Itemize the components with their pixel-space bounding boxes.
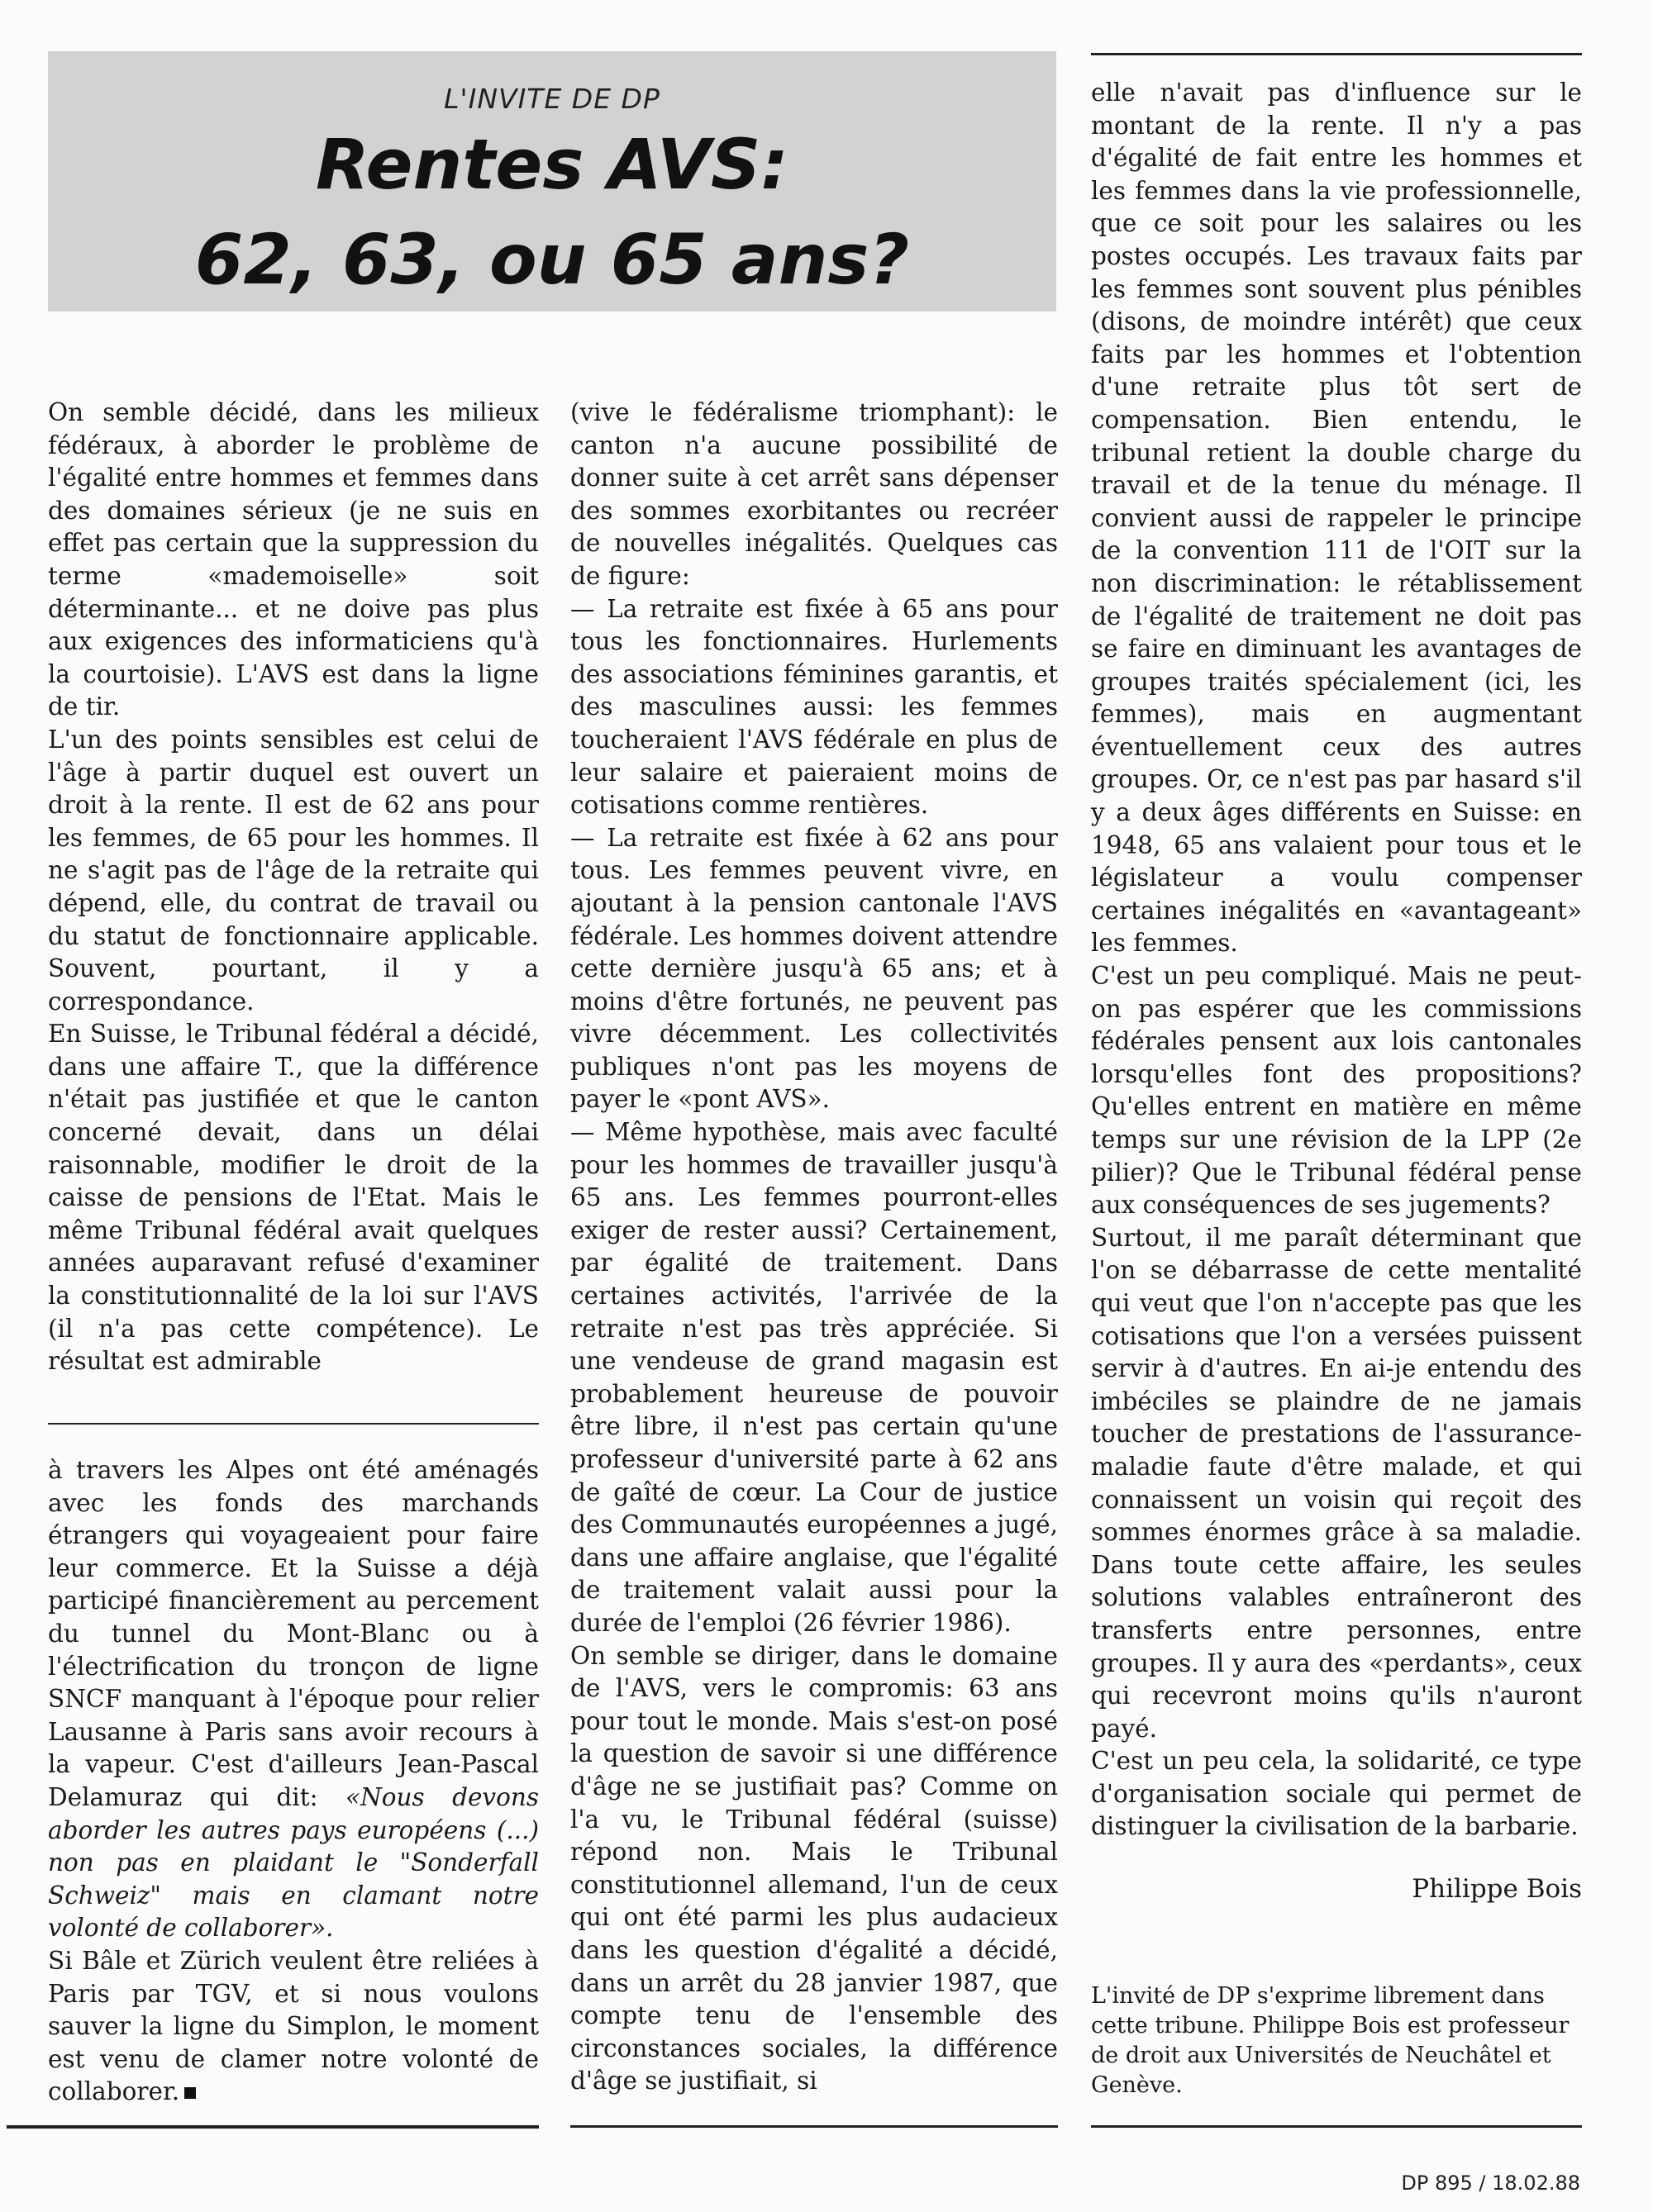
author-signature: Philippe Bois (1412, 1874, 1582, 1904)
column-1 (48, 397, 539, 1378)
paragraph: elle n'avait pas d'influence sur le montant de la rente. Il n'y a pas d'égalité de fait entre les hommes et les femmes dans la vie professionnelle, que ce soit pour les salaires ou les postes occupés. Les travaux faits par les femmes sont souvent plus pénibles (disons, de moindre intérêt) que ceux faits par les hommes et l'obtention d'une retraite plus tôt sert de compensation. Bien entendu, le tribunal retient la double charge du travail et de la tenue du ménage. Il convient aussi de rappeler le principe de la convention 111 de l'OIT sur la non discrimination: le rétablissement de l'égalité de traitement ne doit pas se faire en diminuant les avantages de groupes traités spécialement (ici, les femmes), mais en augmentant éventuellement ceux des autres groupes. Or, ce n'est pas par hasard s'il y a deux âges différents en Suisse: en 1948, 65 ans valaient pour tous et le législateur a voulu compenser certaines inégalités en «avantageant» les femmes. (1091, 78, 1582, 958)
paragraph-text: Si Bâle et Zürich veulent être reliées à Paris par TGV, et si nous voulons sauver la ligne du Simplon, le moment est venu de clamer notre volonté de collaborer. (48, 1946, 539, 2106)
section-kicker: L'INVITE DE DP (444, 83, 660, 115)
paragraph-text: à travers les Alpes ont été aménagés avec les fonds des marchands étrangers qui voyageaient pour faire leur commerce. Et la Suisse a déjà participé financièrement au percement du tunnel du Mont-Blanc ou à l'électrification du tronçon de ligne SNCF manquant à l'époque pour relier Lausanne à Paris sans avoir recours à la vapeur. C'est d'ailleurs Jean-Pascal Delamuraz qui dit: (48, 1456, 539, 1811)
bottom-rule-left (7, 2125, 539, 2129)
paragraph: C'est un peu cela, la solidarité, ce type d'organisation sociale qui permet de distinguer la civilisation de la barbarie. (1091, 1747, 1582, 1841)
headline-line-2: 62, 63, ou 65 ans? (194, 219, 910, 300)
paragraph: En Suisse, le Tribunal fédéral a décidé, dans une affaire T., que la différence n'était pas justifiée et que le canton concerné devait, dans un délai raisonnable, modifier le droit de la caisse de pensions de l'Etat. Mais le même Tribunal fédéral avait quelques années auparavant refusé d'examiner la constitutionnalité de la loi sur l'AVS (il n'a pas cette compétence). Le résultat est admirable (48, 1020, 539, 1376)
column-2 (570, 397, 1058, 2098)
paragraph: Surtout, il me paraît déterminant que l'on se débarrasse de cette mentalité qui veut que l'on n'accepte pas que les cotisations que l'on a versées puissent servir à d'autres. En ai-je entendu des imbéciles se plaindre de ne jamais toucher de prestations de l'assurance-maladie faute d'être malade, et qui connaissent un voisin qui reçoit des sommes énormes grâce à sa maladie. Dans toute cette affaire, les seules solutions valables entraîneront des transferts entre personnes, entre groupes. Il y aura des «perdants», ceux qui recevront moins qu'ils n'auront payé. (1091, 1223, 1582, 1743)
top-right-rule (1091, 53, 1582, 55)
author-note: L'invité de DP s'exprime librement dans cette tribune. Philippe Bois est professeur de droit aux Universités de Neuchâtel et Genève. (1091, 1983, 1570, 2098)
paragraph: On semble se diriger, dans le domaine de l'AVS, vers le compromis: 63 ans pour tout le monde. Mais s'est-on posé la question de savoir si une différence d'âge ne se justifiait pas? Comme on l'a vu, le Tribunal fédéral (suisse) répond non. Mais le Tribunal constitutionnel allemand, l'un de ceux qui ont été parmi les plus audacieux dans les question d'égalité a décidé, dans un arrêt du 28 janvier 1987, que compte tenu de l'ensemble des circonstances sociales, la différence d'âge se justifiait, si (570, 1641, 1058, 2095)
column-1-divider-rule (48, 1423, 539, 1425)
headline-line-1: Rentes AVS: (315, 124, 789, 205)
headline-box (48, 51, 1056, 312)
bottom-rule-right (1091, 2125, 1582, 2128)
quotation: «Nous devons aborder les autres pays européens (...) non pas en plaidant le "Sonderfall Schweiz" mais en clamant notre volonté de collaborer». (48, 1782, 539, 1943)
paragraph: C'est un peu compliqué. Mais ne peut-on pas espérer que les commissions fédérales pensent aux lois cantonales lorsqu'elles font des propositions? Qu'elles entrent en matière en même temps sur une révision de la LPP (2e pilier)? Que le Tribunal fédéral pense aux conséquences de ses jugements? (1091, 962, 1582, 1220)
end-mark-icon (184, 2087, 196, 2099)
paragraph: — La retraite est fixée à 62 ans pour tous. Les femmes peuvent vivre, en ajoutant à la pension cantonale l'AVS fédérale. Les hommes doivent attendre cette dernière jusqu'à 65 ans; et à moins d'être fortunés, ne peuvent pas vivre décemment. Les collectivités publiques n'ont pas les moyens de payer le «pont AVS». (570, 823, 1058, 1114)
paragraph: — La retraite est fixée à 65 ans pour tous les fonctionnaires. Hurlements des associations féminines garantis, et des masculines aussi: les femmes toucheraient l'AVS fédérale en plus de leur salaire et paieraient moins de cotisations comme rentières. (570, 594, 1058, 820)
paragraph: — Même hypothèse, mais avec faculté pour les hommes de travailler jusqu'à 65 ans. Les femmes pourront-elles exiger de rester aussi? Certainement, par égalité de traitement. Dans certaines activités, l'arrivée de la retraite n'est pas très appréciée. Si une vendeuse de grand magasin est probablement heureuse de pouvoir être libre, il n'est pas certain qu'une professeur d'université parte à 62 ans de gaîté de cœur. La Cour de justice des Communautés européennes a jugé, dans une affaire anglaise, que l'égalité de traitement valait aussi pour la durée de l'emploi (26 février 1986). (570, 1118, 1058, 1637)
paragraph: On semble décidé, dans les milieux fédéraux, à aborder le problème de l'égalité entre hommes et femmes dans des domaines sérieux (je ne suis en effet pas certain que la suppression du terme «mademoiselle» soit déterminante... et ne doive pas plus aux exigences des informaticiens qu'à la courtoisie). L'AVS est dans la ligne de tir. (48, 398, 539, 721)
column-3 (1091, 77, 1582, 1843)
paragraph (48, 1945, 539, 2109)
paragraph (48, 1454, 539, 1945)
page-folio: DP 895 / 18.02.88 (1401, 2172, 1580, 2195)
column-1-continuation (48, 1454, 539, 2109)
paragraph: (vive le fédéralisme triomphant): le canton n'a aucune possibilité de donner suite à cet arrêt sans dépenser des sommes exorbitantes ou recréer de nouvelles inégalités. Quelques cas de figure: (570, 398, 1058, 590)
paragraph: L'un des points sensibles est celui de l'âge à partir duquel est ouvert un droit à la rente. Il est de 62 ans pour les femmes, de 65 pour les hommes. Il ne s'agit pas de l'âge de la retraite qui dépend, elle, du contrat de travail ou du statut de fonctionnaire applicable. Souvent, pourtant, il y a correspondance. (48, 725, 539, 1016)
bottom-rule-middle (570, 2125, 1058, 2128)
